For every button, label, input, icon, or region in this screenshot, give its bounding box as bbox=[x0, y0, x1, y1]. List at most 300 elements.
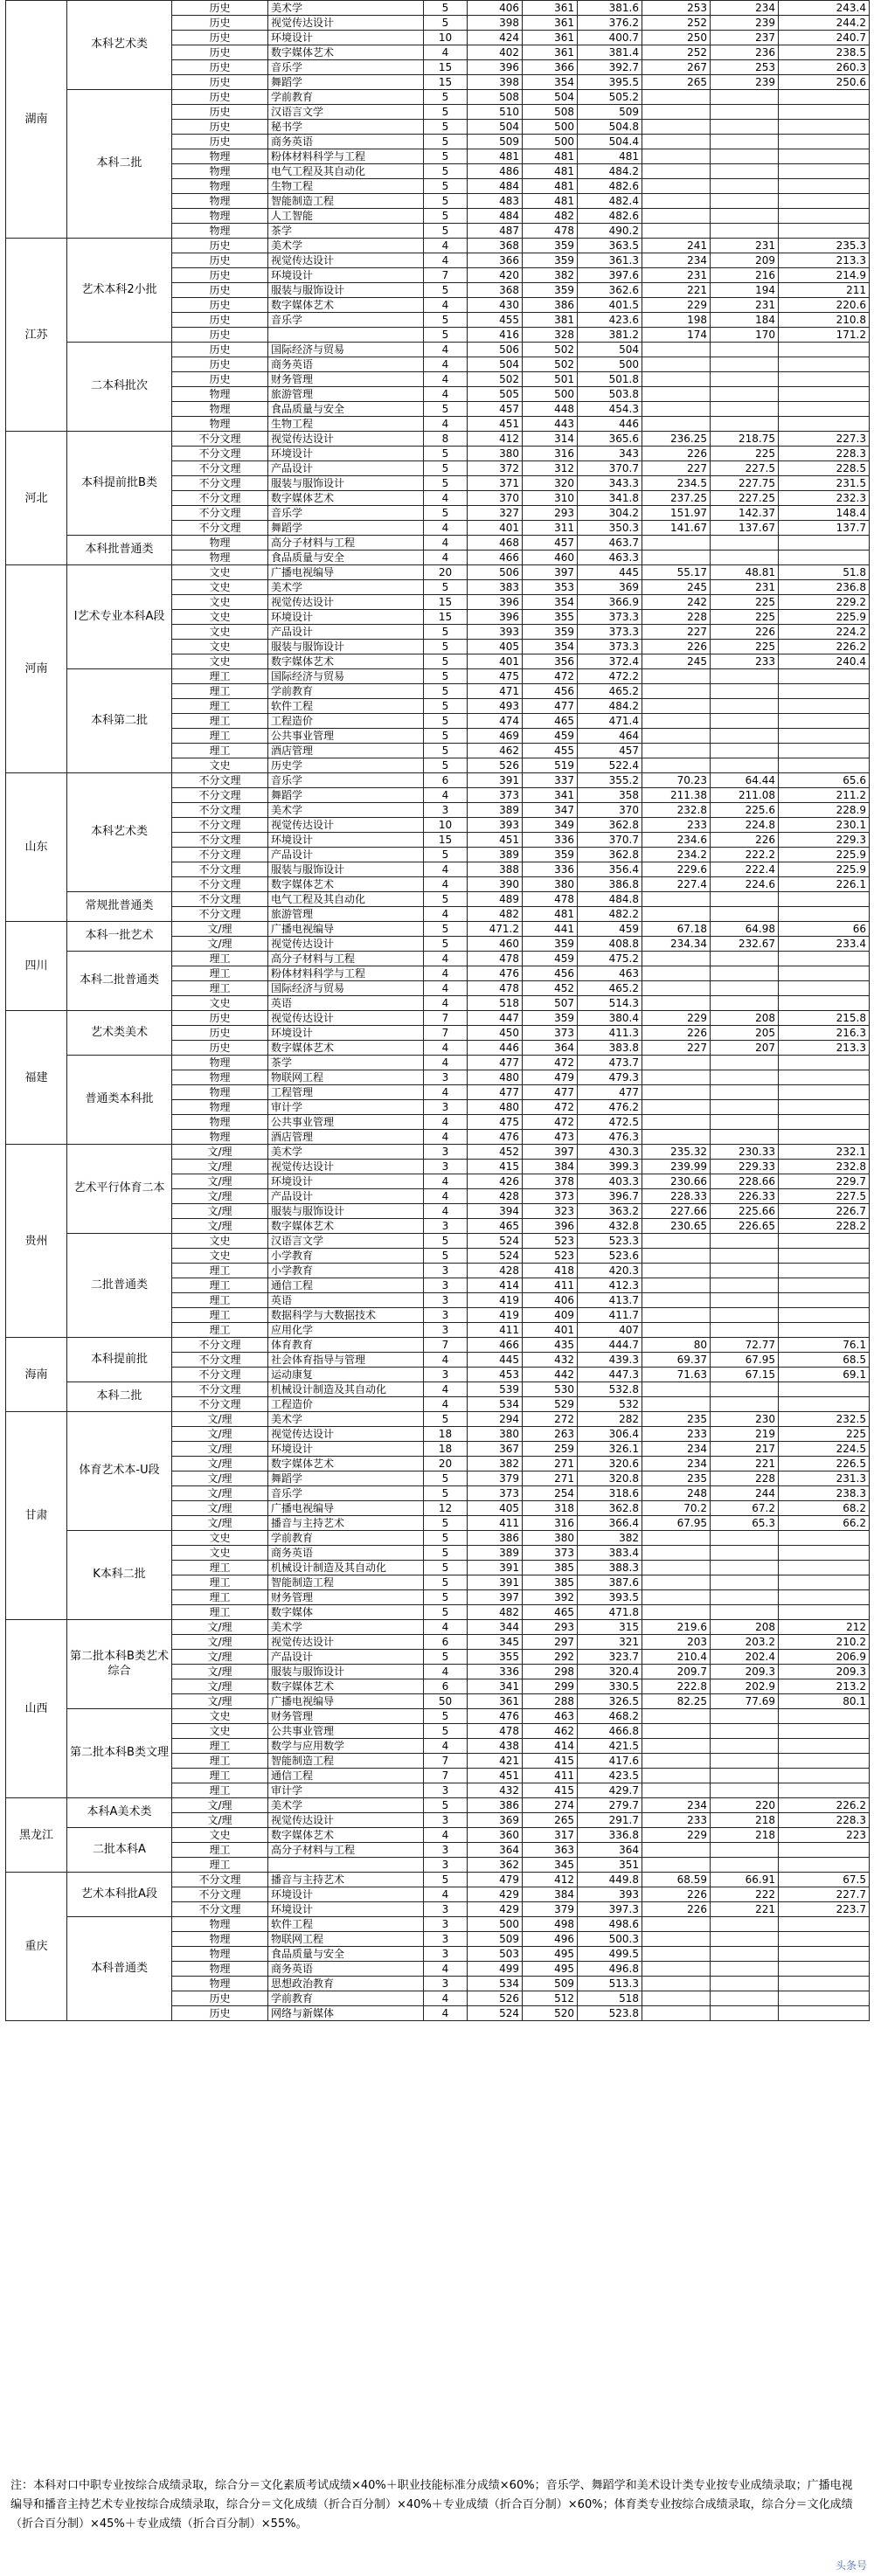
major-max-cell: 222.8 bbox=[642, 1679, 711, 1694]
plan-count-cell: 5 bbox=[424, 937, 468, 952]
subject-cell: 物理 bbox=[172, 1070, 268, 1085]
avg-score-cell: 523.6 bbox=[578, 1249, 642, 1264]
min-score-cell: 457 bbox=[523, 536, 578, 551]
major-avg-cell bbox=[779, 224, 870, 239]
major-max-cell bbox=[642, 952, 711, 966]
major-cell: 数字媒体艺术 bbox=[268, 45, 424, 60]
major-min-cell bbox=[711, 135, 779, 149]
subject-cell: 文/理 bbox=[172, 1219, 268, 1234]
plan-count-cell: 3 bbox=[424, 1264, 468, 1278]
major-avg-cell: 231.3 bbox=[779, 1472, 870, 1486]
major-avg-cell bbox=[779, 1977, 870, 1991]
max-score-cell: 402 bbox=[468, 45, 523, 60]
plan-count-cell: 5 bbox=[424, 16, 468, 31]
batch-cell: 本科第二批 bbox=[67, 669, 172, 773]
avg-score-cell: 351 bbox=[578, 1858, 642, 1873]
subject-cell: 物理 bbox=[172, 1977, 268, 1991]
subject-cell: 历史 bbox=[172, 90, 268, 105]
major-cell: 产品设计 bbox=[268, 461, 424, 476]
major-max-cell: 233 bbox=[642, 818, 711, 833]
major-avg-cell bbox=[779, 1605, 870, 1620]
major-min-cell bbox=[711, 1739, 779, 1754]
major-max-cell: 234 bbox=[642, 253, 711, 268]
major-max-cell bbox=[642, 1709, 711, 1724]
max-score-cell: 455 bbox=[468, 313, 523, 328]
major-avg-cell: 213.3 bbox=[779, 253, 870, 268]
min-score-cell: 366 bbox=[523, 60, 578, 75]
major-min-cell bbox=[711, 1293, 779, 1308]
subject-cell: 历史 bbox=[172, 105, 268, 120]
major-avg-cell bbox=[779, 1278, 870, 1293]
min-score-cell: 481 bbox=[523, 149, 578, 164]
avg-score-cell: 439.3 bbox=[578, 1353, 642, 1368]
subject-cell: 文/理 bbox=[172, 1679, 268, 1694]
major-min-cell: 77.69 bbox=[711, 1694, 779, 1709]
subject-cell: 文/理 bbox=[172, 1650, 268, 1665]
avg-score-cell: 403.3 bbox=[578, 1174, 642, 1189]
major-max-cell: 232.8 bbox=[642, 803, 711, 818]
major-cell: 审计学 bbox=[268, 1783, 424, 1798]
major-max-cell: 231 bbox=[642, 268, 711, 283]
plan-count-cell: 5 bbox=[424, 699, 468, 714]
major-cell: 酒店管理 bbox=[268, 744, 424, 758]
plan-count-cell: 5 bbox=[424, 328, 468, 343]
major-max-cell: 234 bbox=[642, 1798, 711, 1813]
subject-cell: 物理 bbox=[172, 536, 268, 551]
subject-cell: 不分文理 bbox=[172, 907, 268, 922]
plan-count-cell: 6 bbox=[424, 773, 468, 788]
major-max-cell bbox=[642, 536, 711, 551]
major-avg-cell bbox=[779, 907, 870, 922]
major-max-cell: 235 bbox=[642, 1412, 711, 1427]
major-cell: 软件工程 bbox=[268, 1917, 424, 1932]
major-max-cell bbox=[642, 1308, 711, 1323]
subject-cell: 文史 bbox=[172, 625, 268, 640]
max-score-cell: 471 bbox=[468, 684, 523, 699]
major-cell: 机械设计制造及其自动化 bbox=[268, 1561, 424, 1575]
plan-count-cell: 4 bbox=[424, 372, 468, 387]
subject-cell: 理工 bbox=[172, 1308, 268, 1323]
major-avg-cell bbox=[779, 966, 870, 981]
subject-cell: 文/理 bbox=[172, 1442, 268, 1457]
plan-count-cell: 3 bbox=[424, 1368, 468, 1382]
major-cell: 智能制造工程 bbox=[268, 1575, 424, 1590]
subject-cell: 理工 bbox=[172, 729, 268, 744]
major-max-cell bbox=[642, 1991, 711, 2006]
major-max-cell: 141.67 bbox=[642, 521, 711, 536]
major-cell: 产品设计 bbox=[268, 1189, 424, 1204]
major-avg-cell bbox=[779, 1917, 870, 1932]
major-avg-cell bbox=[779, 729, 870, 744]
avg-score-cell: 336.8 bbox=[578, 1828, 642, 1843]
min-score-cell: 353 bbox=[523, 580, 578, 595]
min-score-cell: 298 bbox=[523, 1665, 578, 1679]
province-cell: 江苏 bbox=[6, 239, 67, 432]
max-score-cell: 474 bbox=[468, 714, 523, 729]
plan-count-cell: 4 bbox=[424, 1115, 468, 1130]
major-cell: 物联网工程 bbox=[268, 1932, 424, 1947]
subject-cell: 理工 bbox=[172, 1858, 268, 1873]
plan-count-cell: 3 bbox=[424, 1977, 468, 1991]
major-avg-cell: 214.9 bbox=[779, 268, 870, 283]
major-max-cell bbox=[642, 209, 711, 224]
min-score-cell: 456 bbox=[523, 966, 578, 981]
min-score-cell: 479 bbox=[523, 1070, 578, 1085]
avg-score-cell: 408.8 bbox=[578, 937, 642, 952]
subject-cell: 物理 bbox=[172, 224, 268, 239]
min-score-cell: 502 bbox=[523, 357, 578, 372]
major-cell: 环境设计 bbox=[268, 31, 424, 45]
major-max-cell bbox=[642, 1234, 711, 1249]
avg-score-cell: 463 bbox=[578, 966, 642, 981]
plan-count-cell: 5 bbox=[424, 447, 468, 461]
major-max-cell: 55.17 bbox=[642, 565, 711, 580]
max-score-cell: 389 bbox=[468, 848, 523, 862]
major-min-cell: 233 bbox=[711, 654, 779, 669]
min-score-cell: 373 bbox=[523, 1026, 578, 1041]
major-min-cell: 211.08 bbox=[711, 788, 779, 803]
major-cell: 体育教育 bbox=[268, 1338, 424, 1353]
min-score-cell: 384 bbox=[523, 1887, 578, 1902]
avg-score-cell: 373.3 bbox=[578, 610, 642, 625]
min-score-cell: 311 bbox=[523, 521, 578, 536]
max-score-cell: 428 bbox=[468, 1189, 523, 1204]
plan-count-cell: 4 bbox=[424, 1041, 468, 1056]
avg-score-cell: 396.7 bbox=[578, 1189, 642, 1204]
avg-score-cell: 279.7 bbox=[578, 1798, 642, 1813]
plan-count-cell: 4 bbox=[424, 1189, 468, 1204]
major-avg-cell: 227.7 bbox=[779, 1887, 870, 1902]
avg-score-cell: 472.2 bbox=[578, 669, 642, 684]
major-cell: 高分子材料与工程 bbox=[268, 1843, 424, 1858]
avg-score-cell: 343.3 bbox=[578, 476, 642, 491]
plan-count-cell: 4 bbox=[424, 239, 468, 253]
major-cell: 视觉传达设计 bbox=[268, 253, 424, 268]
plan-count-cell: 15 bbox=[424, 610, 468, 625]
major-cell: 学前教育 bbox=[268, 1991, 424, 2006]
avg-score-cell: 380.4 bbox=[578, 1011, 642, 1026]
plan-count-cell: 3 bbox=[424, 1813, 468, 1828]
major-avg-cell: 51.8 bbox=[779, 565, 870, 580]
table-row bbox=[6, 565, 870, 580]
max-score-cell: 451 bbox=[468, 417, 523, 432]
avg-score-cell: 423.5 bbox=[578, 1769, 642, 1783]
major-avg-cell: 65.6 bbox=[779, 773, 870, 788]
subject-cell: 文/理 bbox=[172, 922, 268, 937]
max-score-cell: 509 bbox=[468, 135, 523, 149]
min-score-cell: 397 bbox=[523, 1145, 578, 1160]
major-avg-cell bbox=[779, 892, 870, 907]
major-min-cell bbox=[711, 164, 779, 179]
avg-score-cell: 484.2 bbox=[578, 164, 642, 179]
major-max-cell: 68.59 bbox=[642, 1873, 711, 1887]
province-cell: 黑龙江 bbox=[6, 1798, 67, 1873]
major-min-cell: 72.77 bbox=[711, 1338, 779, 1353]
max-score-cell: 452 bbox=[468, 1145, 523, 1160]
plan-count-cell: 5 bbox=[424, 922, 468, 937]
avg-score-cell: 393 bbox=[578, 1887, 642, 1902]
major-max-cell: 234.34 bbox=[642, 937, 711, 952]
avg-score-cell: 358 bbox=[578, 788, 642, 803]
avg-score-cell: 477 bbox=[578, 1085, 642, 1100]
major-min-cell bbox=[711, 1130, 779, 1145]
major-min-cell bbox=[711, 1070, 779, 1085]
major-avg-cell: 210.8 bbox=[779, 313, 870, 328]
major-cell: 舞蹈学 bbox=[268, 788, 424, 803]
subject-cell: 历史 bbox=[172, 298, 268, 313]
avg-score-cell: 423.6 bbox=[578, 313, 642, 328]
min-score-cell: 380 bbox=[523, 877, 578, 892]
plan-count-cell: 4 bbox=[424, 298, 468, 313]
major-cell: 食品质量与安全 bbox=[268, 402, 424, 417]
major-cell: 工程造价 bbox=[268, 1397, 424, 1412]
max-score-cell: 479 bbox=[468, 1873, 523, 1887]
max-score-cell: 380 bbox=[468, 1427, 523, 1442]
major-min-cell bbox=[711, 952, 779, 966]
avg-score-cell: 397.3 bbox=[578, 1902, 642, 1917]
subject-cell: 文史 bbox=[172, 1828, 268, 1843]
major-max-cell bbox=[642, 981, 711, 996]
subject-cell: 不分文理 bbox=[172, 447, 268, 461]
batch-cell: K本科二批 bbox=[67, 1531, 172, 1620]
batch-cell: 艺术本科批A段 bbox=[67, 1873, 172, 1917]
subject-cell: 历史 bbox=[172, 135, 268, 149]
plan-count-cell: 10 bbox=[424, 818, 468, 833]
major-max-cell bbox=[642, 90, 711, 105]
major-avg-cell bbox=[779, 105, 870, 120]
subject-cell: 理工 bbox=[172, 1739, 268, 1754]
avg-score-cell: 499.5 bbox=[578, 1947, 642, 1962]
major-cell: 英语 bbox=[268, 996, 424, 1011]
avg-score-cell: 417.6 bbox=[578, 1754, 642, 1769]
major-cell: 社会体育指导与管理 bbox=[268, 1353, 424, 1368]
subject-cell: 文/理 bbox=[172, 1694, 268, 1709]
avg-score-cell: 362.8 bbox=[578, 818, 642, 833]
major-cell: 国际经济与贸易 bbox=[268, 343, 424, 357]
major-avg-cell bbox=[779, 1323, 870, 1338]
subject-cell: 不分文理 bbox=[172, 1353, 268, 1368]
subject-cell: 物理 bbox=[172, 1917, 268, 1932]
batch-cell: 第二批本科B类艺术综合 bbox=[67, 1620, 172, 1709]
min-score-cell: 354 bbox=[523, 75, 578, 90]
major-min-cell bbox=[711, 669, 779, 684]
major-cell: 数字媒体艺术 bbox=[268, 491, 424, 506]
major-cell: 学前教育 bbox=[268, 90, 424, 105]
major-min-cell: 221 bbox=[711, 1457, 779, 1472]
min-score-cell: 502 bbox=[523, 343, 578, 357]
max-score-cell: 502 bbox=[468, 372, 523, 387]
major-avg-cell bbox=[779, 2006, 870, 2021]
max-score-cell: 415 bbox=[468, 1160, 523, 1174]
major-max-cell: 234 bbox=[642, 1442, 711, 1457]
major-max-cell bbox=[642, 758, 711, 773]
min-score-cell: 318 bbox=[523, 1501, 578, 1516]
major-avg-cell bbox=[779, 996, 870, 1011]
major-max-cell bbox=[642, 164, 711, 179]
avg-score-cell: 363.2 bbox=[578, 1204, 642, 1219]
subject-cell: 理工 bbox=[172, 1575, 268, 1590]
major-cell: 数据科学与大数据技术 bbox=[268, 1308, 424, 1323]
major-min-cell bbox=[711, 1546, 779, 1561]
major-cell: 视觉传达设计 bbox=[268, 937, 424, 952]
max-score-cell: 484 bbox=[468, 179, 523, 194]
major-min-cell bbox=[711, 1278, 779, 1293]
max-score-cell: 471.2 bbox=[468, 922, 523, 937]
table-row bbox=[6, 1382, 870, 1397]
subject-cell: 文/理 bbox=[172, 1189, 268, 1204]
min-score-cell: 265 bbox=[523, 1813, 578, 1828]
max-score-cell: 388 bbox=[468, 862, 523, 877]
avg-score-cell: 355.2 bbox=[578, 773, 642, 788]
min-score-cell: 415 bbox=[523, 1783, 578, 1798]
avg-score-cell: 454.3 bbox=[578, 402, 642, 417]
major-min-cell bbox=[711, 1962, 779, 1977]
major-cell: 播音与主持艺术 bbox=[268, 1873, 424, 1887]
avg-score-cell: 370.7 bbox=[578, 461, 642, 476]
major-avg-cell: 229.7 bbox=[779, 1174, 870, 1189]
table-row bbox=[6, 239, 870, 253]
min-score-cell: 500 bbox=[523, 135, 578, 149]
avg-score-cell: 321 bbox=[578, 1635, 642, 1650]
avg-score-cell: 503.8 bbox=[578, 387, 642, 402]
max-score-cell: 421 bbox=[468, 1754, 523, 1769]
major-avg-cell bbox=[779, 1724, 870, 1739]
batch-cell: 本科提前批B类 bbox=[67, 432, 172, 536]
min-score-cell: 519 bbox=[523, 758, 578, 773]
major-max-cell: 226 bbox=[642, 640, 711, 654]
major-avg-cell: 250.6 bbox=[779, 75, 870, 90]
subject-cell: 历史 bbox=[172, 1026, 268, 1041]
major-cell: 运动康复 bbox=[268, 1368, 424, 1382]
avg-score-cell: 472.5 bbox=[578, 1115, 642, 1130]
major-min-cell bbox=[711, 892, 779, 907]
major-avg-cell: 228.5 bbox=[779, 461, 870, 476]
min-score-cell: 512 bbox=[523, 1991, 578, 2006]
major-min-cell: 218.75 bbox=[711, 432, 779, 447]
major-avg-cell: 211 bbox=[779, 283, 870, 298]
min-score-cell: 361 bbox=[523, 31, 578, 45]
major-min-cell: 205 bbox=[711, 1026, 779, 1041]
major-avg-cell: 235.3 bbox=[779, 239, 870, 253]
min-score-cell: 523 bbox=[523, 1234, 578, 1249]
subject-cell: 不分文理 bbox=[172, 1338, 268, 1353]
major-cell: 音乐学 bbox=[268, 1486, 424, 1501]
major-min-cell bbox=[711, 387, 779, 402]
table-row bbox=[6, 1145, 870, 1160]
major-cell: 学前教育 bbox=[268, 684, 424, 699]
plan-count-cell: 7 bbox=[424, 1338, 468, 1353]
max-score-cell: 469 bbox=[468, 729, 523, 744]
major-max-cell bbox=[642, 1754, 711, 1769]
subject-cell: 历史 bbox=[172, 16, 268, 31]
subject-cell: 不分文理 bbox=[172, 1873, 268, 1887]
max-score-cell: 524 bbox=[468, 1249, 523, 1264]
major-min-cell: 226 bbox=[711, 833, 779, 848]
subject-cell: 文/理 bbox=[172, 1472, 268, 1486]
subject-cell: 理工 bbox=[172, 966, 268, 981]
subject-cell: 不分文理 bbox=[172, 848, 268, 862]
plan-count-cell: 4 bbox=[424, 1962, 468, 1977]
major-min-cell bbox=[711, 744, 779, 758]
avg-score-cell: 481 bbox=[578, 149, 642, 164]
avg-score-cell: 315 bbox=[578, 1620, 642, 1635]
min-score-cell: 361 bbox=[523, 1, 578, 16]
major-max-cell bbox=[642, 1130, 711, 1145]
major-cell: 服装与服饰设计 bbox=[268, 283, 424, 298]
avg-score-cell: 318.6 bbox=[578, 1486, 642, 1501]
major-avg-cell bbox=[779, 1249, 870, 1264]
major-avg-cell: 225.9 bbox=[779, 848, 870, 862]
table-row bbox=[6, 1234, 870, 1249]
major-cell: 视觉传达设计 bbox=[268, 1011, 424, 1026]
subject-cell: 理工 bbox=[172, 699, 268, 714]
major-cell: 审计学 bbox=[268, 1100, 424, 1115]
plan-count-cell: 7 bbox=[424, 268, 468, 283]
major-max-cell bbox=[642, 343, 711, 357]
max-score-cell: 405 bbox=[468, 1501, 523, 1516]
subject-cell: 不分文理 bbox=[172, 862, 268, 877]
subject-cell: 文史 bbox=[172, 610, 268, 625]
min-score-cell: 495 bbox=[523, 1962, 578, 1977]
major-max-cell bbox=[642, 1977, 711, 1991]
major-min-cell bbox=[711, 1056, 779, 1070]
avg-score-cell: 471.8 bbox=[578, 1605, 642, 1620]
major-min-cell bbox=[711, 1932, 779, 1947]
major-max-cell: 198 bbox=[642, 313, 711, 328]
plan-count-cell: 5 bbox=[424, 640, 468, 654]
major-cell: 数字媒体艺术 bbox=[268, 877, 424, 892]
batch-cell: 本科艺术类 bbox=[67, 1, 172, 90]
major-avg-cell: 213.3 bbox=[779, 1041, 870, 1056]
batch-cell: 二本科批次 bbox=[67, 343, 172, 432]
major-min-cell: 219 bbox=[711, 1427, 779, 1442]
major-avg-cell: 209.3 bbox=[779, 1665, 870, 1679]
table-row bbox=[6, 1412, 870, 1427]
major-cell bbox=[268, 1858, 424, 1873]
avg-score-cell: 482.6 bbox=[578, 209, 642, 224]
subject-cell: 文史 bbox=[172, 580, 268, 595]
max-score-cell: 336 bbox=[468, 1665, 523, 1679]
min-score-cell: 272 bbox=[523, 1412, 578, 1427]
subject-cell: 不分文理 bbox=[172, 1368, 268, 1382]
min-score-cell: 481 bbox=[523, 907, 578, 922]
max-score-cell: 478 bbox=[468, 952, 523, 966]
major-max-cell: 237.25 bbox=[642, 491, 711, 506]
major-max-cell bbox=[642, 1323, 711, 1338]
avg-score-cell: 464 bbox=[578, 729, 642, 744]
major-min-cell bbox=[711, 966, 779, 981]
major-avg-cell: 80.1 bbox=[779, 1694, 870, 1709]
major-min-cell bbox=[711, 417, 779, 432]
min-score-cell: 462 bbox=[523, 1724, 578, 1739]
plan-count-cell: 5 bbox=[424, 684, 468, 699]
min-score-cell: 448 bbox=[523, 402, 578, 417]
min-score-cell: 373 bbox=[523, 1546, 578, 1561]
major-max-cell bbox=[642, 1056, 711, 1070]
major-max-cell bbox=[642, 1843, 711, 1858]
major-cell: 人工智能 bbox=[268, 209, 424, 224]
major-avg-cell: 68.2 bbox=[779, 1501, 870, 1516]
major-max-cell: 233 bbox=[642, 1427, 711, 1442]
min-score-cell: 523 bbox=[523, 1249, 578, 1264]
plan-count-cell: 7 bbox=[424, 1011, 468, 1026]
subject-cell: 文/理 bbox=[172, 937, 268, 952]
major-min-cell bbox=[711, 1323, 779, 1338]
major-avg-cell: 228.9 bbox=[779, 803, 870, 818]
min-score-cell: 336 bbox=[523, 862, 578, 877]
plan-count-cell: 4 bbox=[424, 551, 468, 565]
avg-score-cell: 532.8 bbox=[578, 1382, 642, 1397]
